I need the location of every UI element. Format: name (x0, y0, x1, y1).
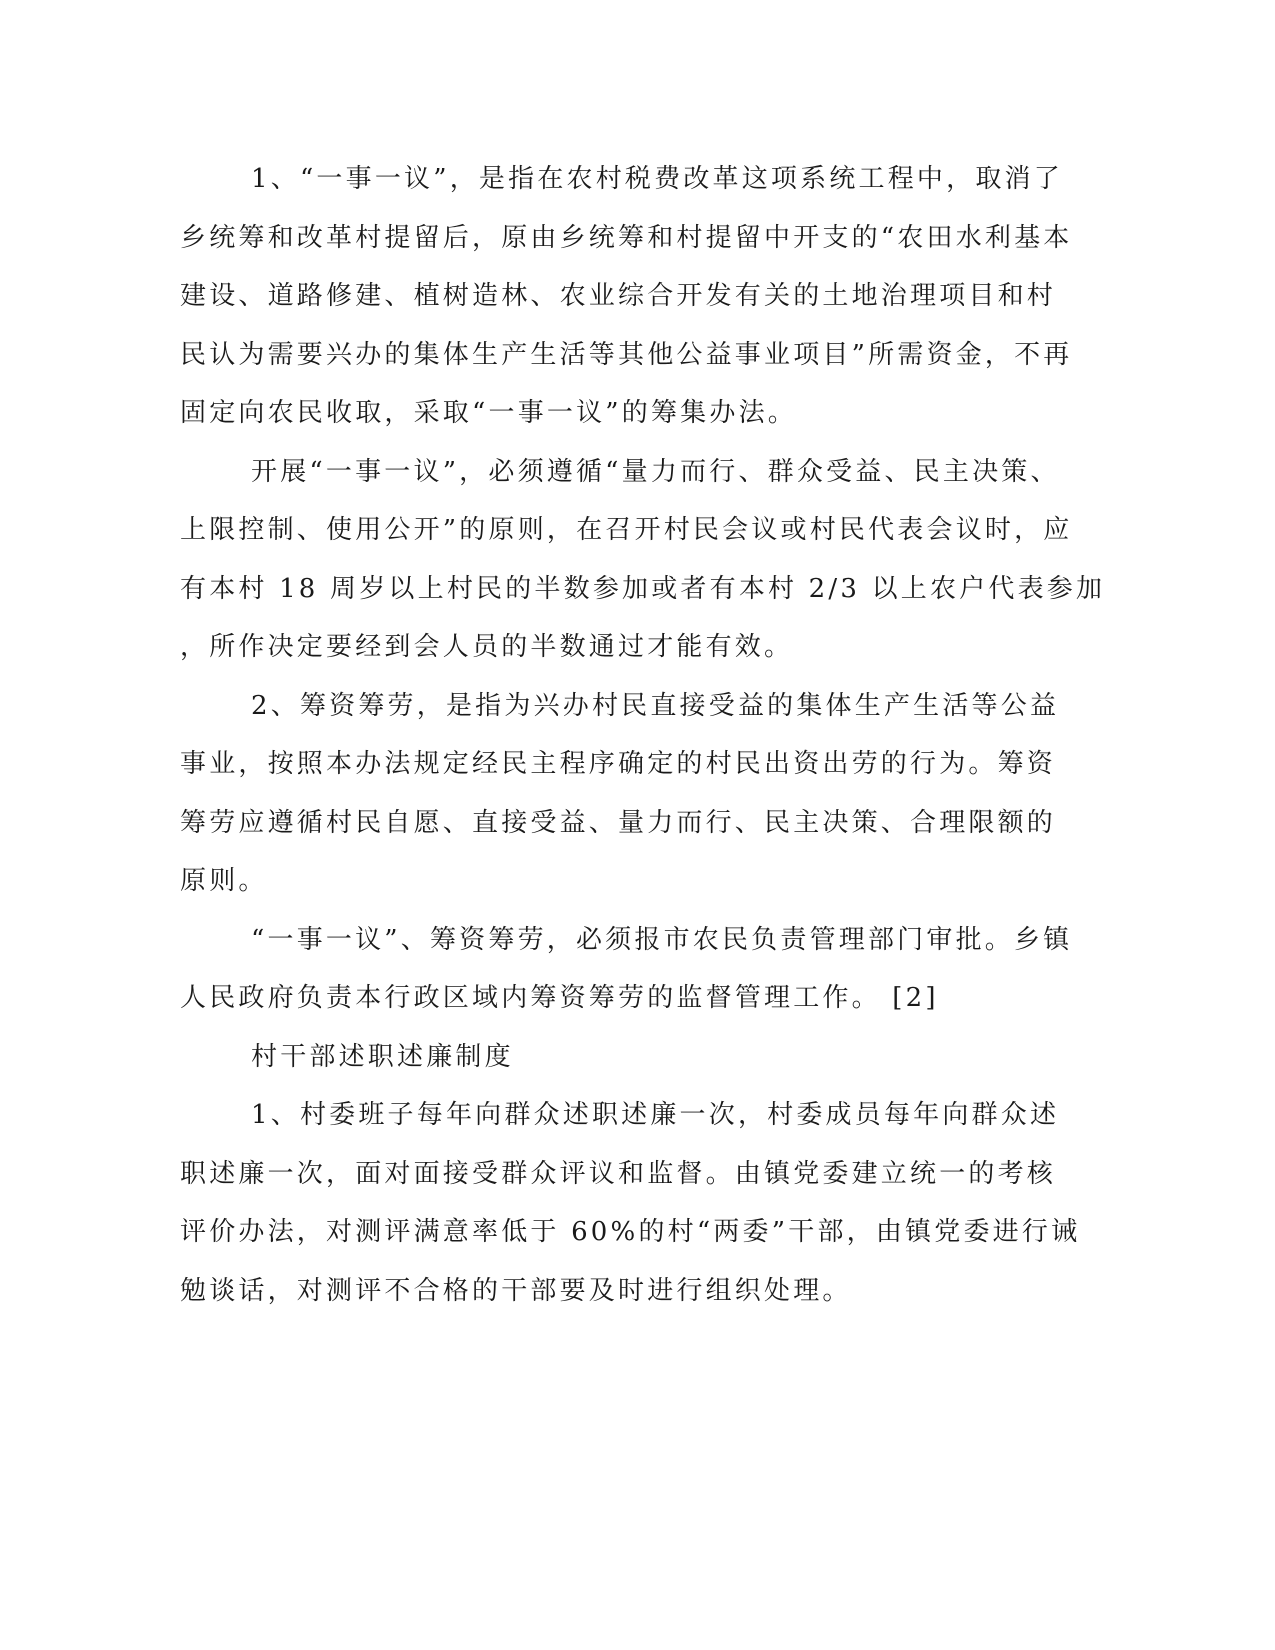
text-line: 固定向农民收取，采取“一事一议”的筹集办法。 (180, 398, 797, 428)
text-line: 评价办法，对测评满意率低于 60%的村“两委”干部，由镇党委进行诫 (180, 1217, 1081, 1247)
text-line: 1、村委班子每年向群众述职述廉一次，村委成员每年向群众述 (251, 1100, 1060, 1130)
text-line: “一事一议”、筹资筹劳，必须报市农民负责管理部门审批。乡镇 (251, 924, 1073, 955)
text-line: 勉谈话，对测评不合格的干部要及时进行组织处理。 (180, 1275, 852, 1306)
paragraph-approval-supervision (180, 911, 1073, 1028)
paragraph-shuzhi-shulian-item-1 (180, 1086, 1081, 1320)
text-line: 2、筹资筹劳，是指为兴办村民直接受益的集体生产生活等公益 (251, 690, 1060, 721)
text-line: 民认为需要兴办的集体生产生活等其他公益事业项目”所需资金，不再 (180, 339, 1073, 370)
section-heading (180, 1028, 1025, 1087)
text-line: 筹劳应遵循村民自愿、直接受益、量力而行、民主决策、合理限额的 (180, 807, 1057, 838)
text-line: 上限控制、使用公开”的原则，在召开村民会议或村民代表会议时，应 (180, 515, 1073, 545)
text-line: 事业，按照本办法规定经民主程序确定的村民出资出劳的行为。筹资 (180, 749, 1057, 779)
text-line: 人民政府负责本行政区域内筹资筹劳的监督管理工作。 [2] (180, 983, 939, 1013)
text-line: 有本村 18 周岁以上村民的半数参加或者有本村 2/3 以上农户代表参加 (180, 573, 1106, 604)
text-line: 乡统筹和改革村提留后，原由乡统筹和村提留中开支的“农田水利基本 (180, 222, 1073, 253)
section-heading-text: 村干部述职述廉制度 (251, 1041, 514, 1072)
text-line: 1、“一事一议”，是指在农村税费改革这项系统工程中，取消了 (251, 164, 1063, 194)
text-line: 开展“一事一议”，必须遵循“量力而行、群众受益、民主决策、 (251, 456, 1060, 487)
text-line: 建设、道路修建、植树造林、农业综合开发有关的土地治理项目和村 (180, 281, 1057, 311)
paragraph-yishi-yiyi-definition (180, 150, 1073, 443)
text-line: ，所作决定要经到会人员的半数通过才能有效。 (180, 632, 794, 662)
text-line: 原则。 (180, 866, 268, 896)
document-page (180, 150, 1106, 1320)
text-line: 职述廉一次，面对面接受群众评议和监督。由镇党委建立统一的考核 (180, 1158, 1057, 1189)
paragraph-chouzi-choulao-definition (180, 677, 1060, 911)
paragraph-yishi-yiyi-principles (180, 443, 1106, 677)
